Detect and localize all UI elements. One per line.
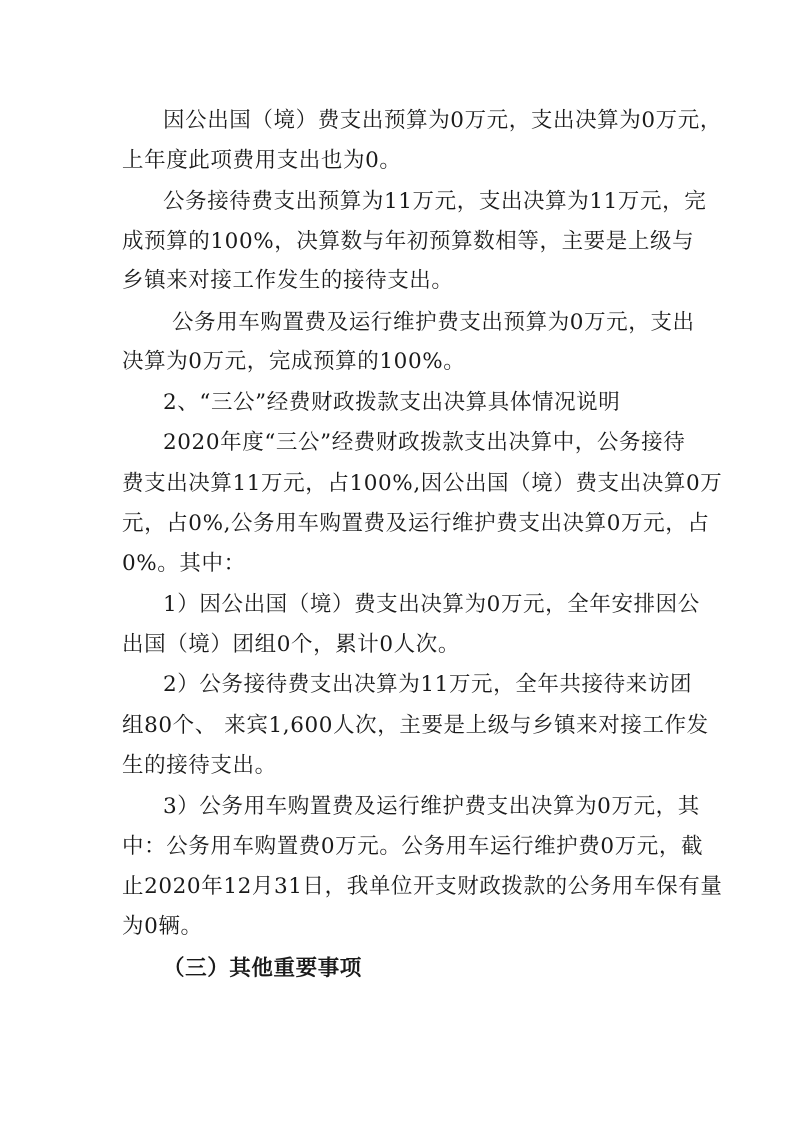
para-2-line-2: 成预算的100%，决算数与年初预算数相等，主要是上级与 <box>122 229 695 254</box>
subheading-2: 2、“三公”经费财政拨款支出决算具体情况说明 <box>163 390 621 415</box>
para-2-line-1: 公务接待费支出预算为11万元，支出决算为11万元，完 <box>163 189 707 214</box>
para-6-line-2: 出国（境）团组0个，累计0人次。 <box>122 632 460 657</box>
para-2-line-3: 乡镇来对接工作发生的接待支出。 <box>122 268 454 293</box>
para-8-line-4: 为0辆。 <box>122 914 203 939</box>
para-7-line-3: 生的接待支出。 <box>122 753 277 778</box>
para-1-line-2: 上年度此项费用支出也为0。 <box>122 148 402 173</box>
para-5-line-2: 费支出决算11万元，占100%,因公出国（境）费支出决算0万 <box>122 471 723 496</box>
para-8-line-1: 3）公务用车购置费及运行维护费支出决算为0万元，其 <box>163 794 700 819</box>
para-7-line-2: 组80个、 来宾1,600人次，主要是上级与乡镇来对接工作发 <box>122 713 709 738</box>
para-3-line-1: 公务用车购置费及运行维护费支出预算为0万元，支出 <box>172 310 695 335</box>
para-6-line-1: 1）因公出国（境）费支出决算为0万元，全年安排因公 <box>163 592 700 617</box>
para-5-line-3: 元，占0%,公务用车购置费及运行维护费支出决算0万元，占 <box>122 511 710 536</box>
para-3-line-2: 决算为0万元，完成预算的100%。 <box>122 349 466 374</box>
para-8-line-2: 中：公务用车购置费0万元。公务用车运行维护费0万元，截 <box>122 834 704 859</box>
para-5-line-4: 0%。其中： <box>122 551 246 576</box>
para-5-line-1: 2020年度“三公”经费财政拨款支出决算中，公务接待 <box>163 430 686 455</box>
para-8-line-3: 止2020年12月31日，我单位开支财政拨款的公务用车保有量 <box>122 874 723 899</box>
para-7-line-1: 2）公务接待费支出决算为11万元，全年共接待来访团 <box>163 672 693 697</box>
section-heading: （三）其他重要事项 <box>163 956 362 981</box>
para-1-line-1: 因公出国（境）费支出预算为0万元，支出决算为0万元， <box>163 108 722 133</box>
